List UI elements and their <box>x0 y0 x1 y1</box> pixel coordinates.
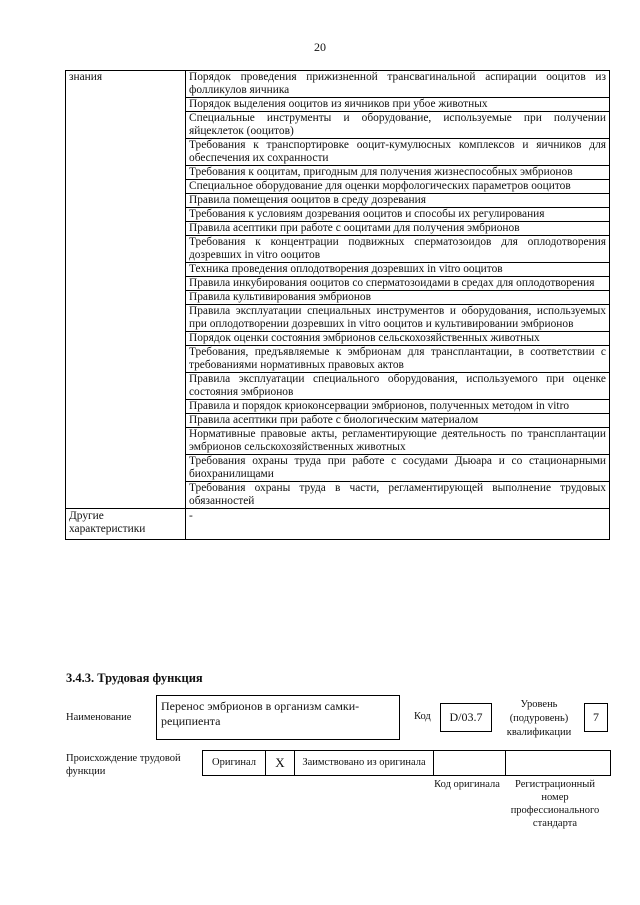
other-characteristics-label: Другие характеристики <box>66 509 186 540</box>
knowledge-item: Специальные инструменты и оборудование, используемые при получении яйцеклеток (ооцитов) <box>186 112 610 139</box>
knowledge-item: Правила и порядок криоконсервации эмбрионов, полученных методом in vitro <box>186 400 610 414</box>
qualification-level-value: 7 <box>584 703 608 732</box>
table-row <box>203 751 611 776</box>
knowledge-item: Правила культивирования эмбрионов <box>186 291 610 305</box>
qualification-level-label: Уровень (подуровень) квалификации <box>506 699 572 738</box>
original-label: Оригинал <box>203 751 266 776</box>
registration-number-cell <box>506 751 611 776</box>
origin-label: Происхождение трудовой функции <box>66 753 181 777</box>
knowledge-item: Правила помещения ооцитов в среду дозревания <box>186 194 610 208</box>
original-mark: X <box>266 751 295 776</box>
other-characteristics-value: - <box>186 509 610 540</box>
knowledge-item: Требования, предъявляемые к эмбрионам для трансплантации, в соответствии с требованиями нормативных правовых актов <box>186 346 610 373</box>
knowledge-item: Порядок проведения прижизненной трансвагинальной аспирации ооцитов из фолликулов яичника <box>186 71 610 98</box>
knowledge-item: Порядок выделения ооцитов из яичников при убое животных <box>186 98 610 112</box>
knowledge-item: Техника проведения оплодотворения дозревших in vitro ооцитов <box>186 263 610 277</box>
table-row <box>66 71 610 98</box>
knowledge-table <box>65 70 610 540</box>
function-name-label: Наименование <box>66 712 132 723</box>
borrowed-label: Заимствовано из оригинала <box>295 751 434 776</box>
origin-table <box>202 750 611 776</box>
original-code-caption: Код оригинала <box>434 779 500 790</box>
knowledge-item: Правила эксплуатации специального оборудования, используемого при оценке состояния эмбрионов <box>186 373 610 400</box>
function-code-value: D/03.7 <box>440 703 492 732</box>
knowledge-item: Требования к условиям дозревания ооцитов и способы их регулирования <box>186 208 610 222</box>
knowledge-item: Нормативные правовые акты, регламентирующие деятельность по трансплантации эмбрионов сельскохозяйственных животных <box>186 428 610 455</box>
knowledge-item: Требования к транспортировке ооцит-кумулюсных комплексов и яичников для обеспечения их сохранности <box>186 139 610 166</box>
knowledge-item: Требования охраны труда в части, регламентирующей выполнение трудовых обязанностей <box>186 482 610 509</box>
knowledge-label: знания <box>66 71 186 509</box>
original-code-cell <box>434 751 506 776</box>
knowledge-item: Требования к ооцитам, пригодным для получения жизнеспособных эмбрионов <box>186 166 610 180</box>
page-number: 20 <box>314 40 326 54</box>
section-heading: 3.4.3. Трудовая функция <box>66 671 203 685</box>
knowledge-item: Правила инкубирования ооцитов со сперматозоидами в средах для оплодотворения <box>186 277 610 291</box>
function-code-label: Код <box>414 711 431 722</box>
knowledge-item: Правила асептики при работе с ооцитами для получения эмбрионов <box>186 222 610 236</box>
knowledge-item: Порядок оценки состояния эмбрионов сельскохозяйственных животных <box>186 332 610 346</box>
knowledge-item: Правила эксплуатации специальных инструментов и оборудования, используемых при оплодотворении дозревших in vitro ооцитов и культивировании эмбрионов <box>186 305 610 332</box>
function-name-value: Перенос эмбрионов в организм самки-реципиента <box>156 695 400 740</box>
registration-number-caption: Регистрационный номер профессионального стандарта <box>510 779 600 829</box>
knowledge-item: Требования охраны труда при работе с сосудами Дьюара и со стационарными биохранилищами <box>186 455 610 482</box>
table-row <box>66 509 610 540</box>
knowledge-item: Требования к концентрации подвижных сперматозоидов для оплодотворения дозревших in vitro ооцитов <box>186 236 610 263</box>
knowledge-item: Специальное оборудование для оценки морфологических параметров ооцитов <box>186 180 610 194</box>
knowledge-item: Правила асептики при работе с биологическим материалом <box>186 414 610 428</box>
